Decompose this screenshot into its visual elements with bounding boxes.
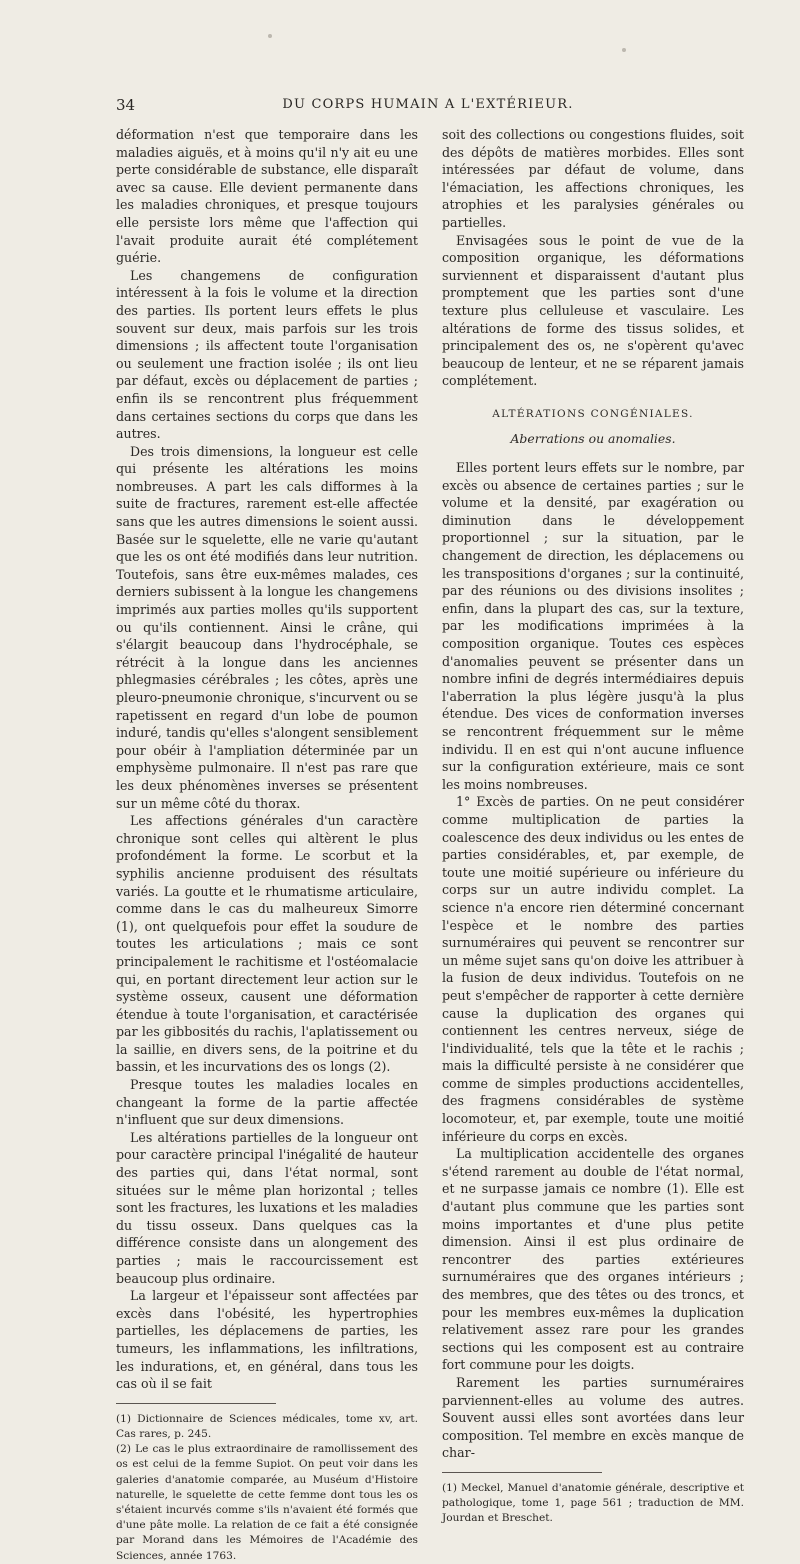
left-column <box>116 126 418 1564</box>
footnote-divider <box>116 1403 276 1404</box>
paragraph: Les affections générales d'un caractère chronique sont celles qui altèrent le plus profondément la forme. Le scorbut et la syphilis ancienne produisent des résultats variés. La goutte et le rhumatisme articulaire, comme dans le cas du malheureux Simorre (1), ont quelquefois pour effet la soudure de toutes les articulations ; mais ce sont principalement le rachitisme et l'ostéomalacie qui, en portant directement leur action sur le système osseux, causent une déformation étendue à toute l'organisation, et caractérisée par les gibbosités du rachis, l'aplatissement ou la saillie, en divers sens, de la poitrine et du bassin, et les incurvations des os longs (2). <box>116 813 418 1075</box>
footnote: (1) Dictionnaire de Sciences médicales, tome xv, art. Cas rares, p. 245. <box>116 1412 418 1440</box>
paragraph: Les altérations partielles de la longueur ont pour caractère principal l'inégalité de hauteur des parties qui, dans l'état normal, sont situées sur le même plan horizontal ; telles sont les fractures, les luxations et les maladies du tissu osseux. Dans quelques cas la différence consiste dans un alongement des parties ; mais le raccourcissement est beaucoup plus ordinaire. <box>116 1129 418 1286</box>
page-number: 34 <box>116 96 136 114</box>
paragraph: Les changemens de configuration intéressent à la fois le volume et la direction des parties. Ils portent leurs effets le plus souvent sur deux, mais parfois sur les trois dimensions ; ils affectent toute l'organisation ou seulement une fraction isolée ; ils ont lieu par défaut, excès ou déplacement de parties ; enfin ils se rencontrent plus fréquemment dans certaines sections du corps que dans les autres. <box>116 267 418 442</box>
paper-speck <box>622 48 626 52</box>
running-title: DU CORPS HUMAIN A L'EXTÉRIEUR. <box>282 97 574 112</box>
paper-speck <box>268 34 272 38</box>
paragraph: 1° Excès de parties. On ne peut considérer comme multiplication de parties la coalescence des deux individus ou les entes de parties considérables, et, par exemple, de toute une moitié supérieure ou inférieure du corps sur un autre individu complet. La science n'a encore rien déterminé concernant l'espèce et le nombre des parties surnuméraires qui peuvent se rencontrer sur un même sujet sans qu'on doive les attribuer à la fusion de deux individus. Toutefois on ne peut s'empêcher de rapporter à cette dernière cause la duplication des organes qui contiennent les centres nerveux, siége de l'individualité, tels que la tête et le rachis ; mais la difficulté persiste à ne considérer que comme de simples productions accidentelles, des fragmens considérables de système locomoteur, et, par exemple, toute une moitié inférieure du corps en excès. <box>442 794 744 1144</box>
footnote: (1) Meckel, Manuel d'anatomie générale, descriptive et pathologique, tome 1, page 561 ; traduction de MM. Jourdan et Breschet. <box>442 1481 744 1525</box>
section-title: ALTÉRATIONS CONGÉNIALES. <box>492 407 694 420</box>
right-column <box>442 126 744 1527</box>
paragraph: Des trois dimensions, la longueur est celle qui présente les altérations les moins nombreuses. A part les cals difformes à la suite de fractures, rarement est-elle affectée sans que les autres dimensions le soient aussi. Basée sur le squelette, elle ne varie qu'autant que les os ont été modifiés dans leur nutrition. Toutefois, sans être eux-mêmes malades, ces derniers subissent à la longue les changemens imprimés aux parties molles qu'ils supportent ou qu'ils contiennent. Ainsi le crâne, qui s'élargit beaucoup dans l'hydrocéphale, se rétrécit à la longue dans les anciennes phlegmasies cérébrales ; les côtes, après une pleuro-pneumonie chronique, s'incurvent ou se rapetissent en regard d'un lobe de poumon induré, tandis qu'elles s'alongent sensiblement pour obéir à l'ampliation déterminée par un emphysème pulmonaire. Il n'est pas rare que les deux phénomènes inverses se présentent sur un même côté du thorax. <box>116 443 418 811</box>
page-header <box>116 96 740 118</box>
footnote-divider <box>442 1472 602 1473</box>
paragraph: La multiplication accidentelle des organes s'étend rarement au double de l'état normal, et ne surpasse jamais ce nombre (1). Elle est d'autant plus commune que les parties sont moins importantes et d'une plus petite dimension. Ainsi il est plus ordinaire de rencontrer des parties extérieures surnuméraires que des organes intérieurs ; des membres, que des têtes ou des troncs, et pour les membres eux-mêmes la duplication relativement assez rare pour les grandes sections qui les composent est au contraire fort commune pour les doigts. <box>442 1146 744 1373</box>
paragraph: Elles portent leurs effets sur le nombre, par excès ou absence de certaines parties ; sur le volume et la densité, par exagération ou diminution dans le développement proportionnel ; sur la situation, par le changement de direction, les déplacemens ou les transpositions d'organes ; sur la continuité, par des réunions ou des divisions insolites ; enfin, dans la plupart des cas, sur la texture, par les modifications imprimées à la composition organique. Toutes ces espèces d'anomalies peuvent se présenter dans un nombre infini de degrés intermédiaires depuis l'aberration la plus légère jusqu'à la plus étendue. Des vices de conformation inverses se rencontrent fréquemment sur le même individu. Il en est qui n'ont aucune influence sur la configuration extérieure, mais ce sont les moins nombreuses. <box>442 460 744 792</box>
paragraph: Rarement les parties surnuméraires parviennent-elles au volume des autres. Souvent aussi elles sont avortées dans leur composition. Tel membre en excès manque de char- <box>442 1374 744 1461</box>
paragraph: Presque toutes les maladies locales en changeant la forme de la partie affectée n'influent que sur deux dimensions. <box>116 1077 418 1128</box>
paragraph: déformation n'est que temporaire dans les maladies aiguës, et à moins qu'il n'y ait eu une perte considérable de substance, elle disparaît avec sa cause. Elle devient permanente dans les maladies chroniques, et presque toujours elle persiste lors même que l'affection qui l'avait produite aurait été complétement guérie. <box>116 127 418 266</box>
footnote: (2) Le cas le plus extraordinaire de ramollissement des os est celui de la femme Supiot. On peut voir dans les galeries d'anatomie comparée, au Muséum d'Histoire naturelle, le squelette de cette femme dont tous les os s'étaient incurvés comme s'ils n'avaient été formés que d'une pâte molle. La relation de ce fait a été consignée par Morand dans les Mémoires de l'Académie des Sciences, année 1763. <box>116 1443 418 1562</box>
paragraph: La largeur et l'épaisseur sont affectées par excès dans l'obésité, les hypertrophies partielles, les déplacemens de parties, les tumeurs, les inflammations, les infiltrations, les indurations, et, en général, dans tous les cas où il se fait <box>116 1288 418 1392</box>
section-subtitle: Aberrations ou anomalies. <box>510 430 676 446</box>
paragraph: soit des collections ou congestions fluides, soit des dépôts de matières morbides. Elles sont intéressées par défaut de volume, dans l'émaciation, les affections chroniques, les atrophies et les paralysies générales ou partielles. <box>442 127 744 230</box>
paragraph: Envisagées sous le point de vue de la composition organique, les déformations surviennent et disparaissent d'autant plus promptement que les parties sont d'une texture plus celluleuse et vasculaire. Les altérations de forme des tissus solides, et principalement des os, ne s'opèrent qu'avec beaucoup de lenteur, et ne se réparent jamais complétement. <box>442 232 744 389</box>
